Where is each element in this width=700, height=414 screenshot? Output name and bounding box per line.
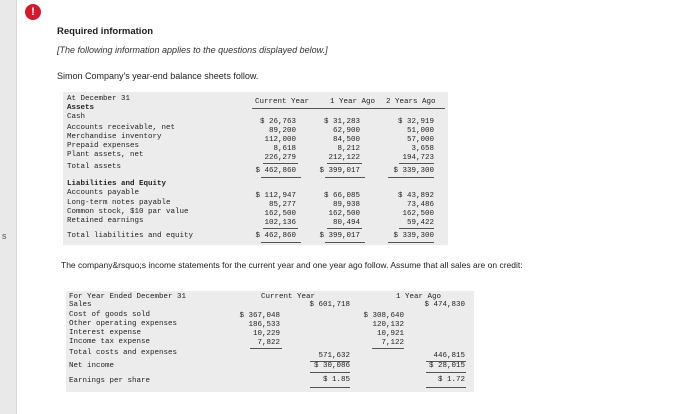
liability-row-label: Common stock, $10 par value xyxy=(67,208,189,216)
total-costs-prior: 446,815 xyxy=(433,352,465,360)
asset-value: 84,500 xyxy=(332,136,360,144)
liability-value: 162,500 xyxy=(328,210,360,218)
asset-value: 212,122 xyxy=(328,154,360,162)
liability-value: $ 43,892 xyxy=(397,192,434,200)
liability-value: 162,500 xyxy=(264,210,296,218)
col-header-current: Current Year xyxy=(255,98,310,106)
liability-value: 59,422 xyxy=(406,219,434,227)
liability-value: $ 66,085 xyxy=(323,192,360,200)
total-liabilities-label: Total liabilities and equity xyxy=(67,232,194,240)
income-statement-table xyxy=(66,291,474,392)
income-label-header: For Year Ended December 31 xyxy=(69,293,187,301)
sales-label: Sales xyxy=(69,301,92,309)
asset-row-label: Merchandise inventory xyxy=(67,133,162,141)
expense-current: 7,822 xyxy=(257,339,280,347)
expense-current: 186,533 xyxy=(248,321,280,329)
liability-row-label: Long-term notes payable xyxy=(67,199,171,207)
total-assets-label: Total assets xyxy=(67,163,122,171)
sales-prior: $ 474,830 xyxy=(424,301,465,309)
asset-value: 8,618 xyxy=(273,145,296,153)
asset-row-label: Accounts receivable, net xyxy=(67,124,176,132)
net-income-current: $ 30,086 xyxy=(313,362,350,370)
asset-value: 51,000 xyxy=(406,127,434,135)
total-liabilities-value: $ 339,300 xyxy=(393,232,434,240)
liability-row-label: Retained earnings xyxy=(67,217,144,225)
asset-row-label: Prepaid expenses xyxy=(67,142,140,150)
liability-value: 85,277 xyxy=(268,201,296,209)
expense-row-label: Income tax expense xyxy=(69,338,151,346)
expense-row-label: Interest expense xyxy=(69,329,142,337)
col-header-1yr: 1 Year Ago xyxy=(330,98,376,106)
asset-value: 57,000 xyxy=(406,136,434,144)
asset-value: 112,000 xyxy=(264,136,296,144)
expense-row-label: Other operating expenses xyxy=(69,320,178,328)
liability-row-label: Accounts payable xyxy=(67,189,140,197)
col-header-current-year: Current Year xyxy=(261,293,316,301)
assets-heading: Assets xyxy=(67,104,95,112)
asset-value: 8,212 xyxy=(337,145,360,153)
eps-current: $ 1.85 xyxy=(322,376,350,384)
balance-sheet-table xyxy=(63,92,448,245)
total-liabilities-value: $ 462,860 xyxy=(255,232,296,240)
eps-prior: $ 1.72 xyxy=(437,376,465,384)
total-assets-value: $ 462,860 xyxy=(255,167,296,175)
eps-label: Earnings per share xyxy=(69,377,151,385)
income-intro-text: The company&rsquo;s income statements for the current year and one year ago follow. Assume that all sales are on credit: xyxy=(61,260,523,270)
total-costs-current: 571,632 xyxy=(318,352,350,360)
expense-prior: 7,122 xyxy=(381,339,404,347)
alert-icon[interactable]: ! xyxy=(25,4,41,20)
asset-value: 3,658 xyxy=(411,145,434,153)
asset-row-label: Plant assets, net xyxy=(67,151,144,159)
instructions-note: [The following information applies to the questions displayed below.] xyxy=(57,45,328,55)
asset-value: $ 32,919 xyxy=(397,118,434,126)
asset-value: $ 31,283 xyxy=(323,118,360,126)
expense-row-label: Cost of goods sold xyxy=(69,311,151,319)
total-assets-value: $ 399,017 xyxy=(319,167,360,175)
expense-prior: 10,921 xyxy=(376,330,404,338)
liability-value: 89,938 xyxy=(332,201,360,209)
total-assets-value: $ 339,300 xyxy=(393,167,434,175)
asset-value: 62,900 xyxy=(332,127,360,135)
balance-label-header: At December 31 xyxy=(67,95,131,103)
net-income-label: Net income xyxy=(69,362,115,370)
expense-current: 10,229 xyxy=(252,330,280,338)
liability-value: $ 112,947 xyxy=(255,192,296,200)
liability-value: 73,486 xyxy=(406,201,434,209)
col-header-2yr: 2 Years Ago xyxy=(386,98,436,106)
total-costs-label: Total costs and expenses xyxy=(69,349,178,357)
balance-intro: Simon Company's year-end balance sheets follow. xyxy=(57,71,259,81)
sales-current: $ 601,718 xyxy=(309,301,350,309)
expense-current: $ 367,048 xyxy=(239,312,280,320)
asset-value: 89,200 xyxy=(268,127,296,135)
expense-prior: 120,132 xyxy=(372,321,404,329)
liability-value: 162,500 xyxy=(402,210,434,218)
liabilities-heading: Liabilities and Equity xyxy=(67,180,167,188)
total-liabilities-value: $ 399,017 xyxy=(319,232,360,240)
asset-value: 226,279 xyxy=(264,154,296,162)
col-header-one-year-ago: 1 Year Ago xyxy=(396,293,442,301)
liability-value: 80,494 xyxy=(332,219,360,227)
asset-row-label: Cash xyxy=(67,113,86,121)
asset-value: 194,723 xyxy=(402,154,434,162)
asset-value: $ 26,763 xyxy=(259,118,296,126)
expense-prior: $ 308,640 xyxy=(363,312,404,320)
net-income-prior: $ 28,015 xyxy=(428,362,465,370)
liability-value: 102,136 xyxy=(264,219,296,227)
required-info-title: Required information xyxy=(57,26,154,37)
edge-text: s xyxy=(2,231,7,241)
